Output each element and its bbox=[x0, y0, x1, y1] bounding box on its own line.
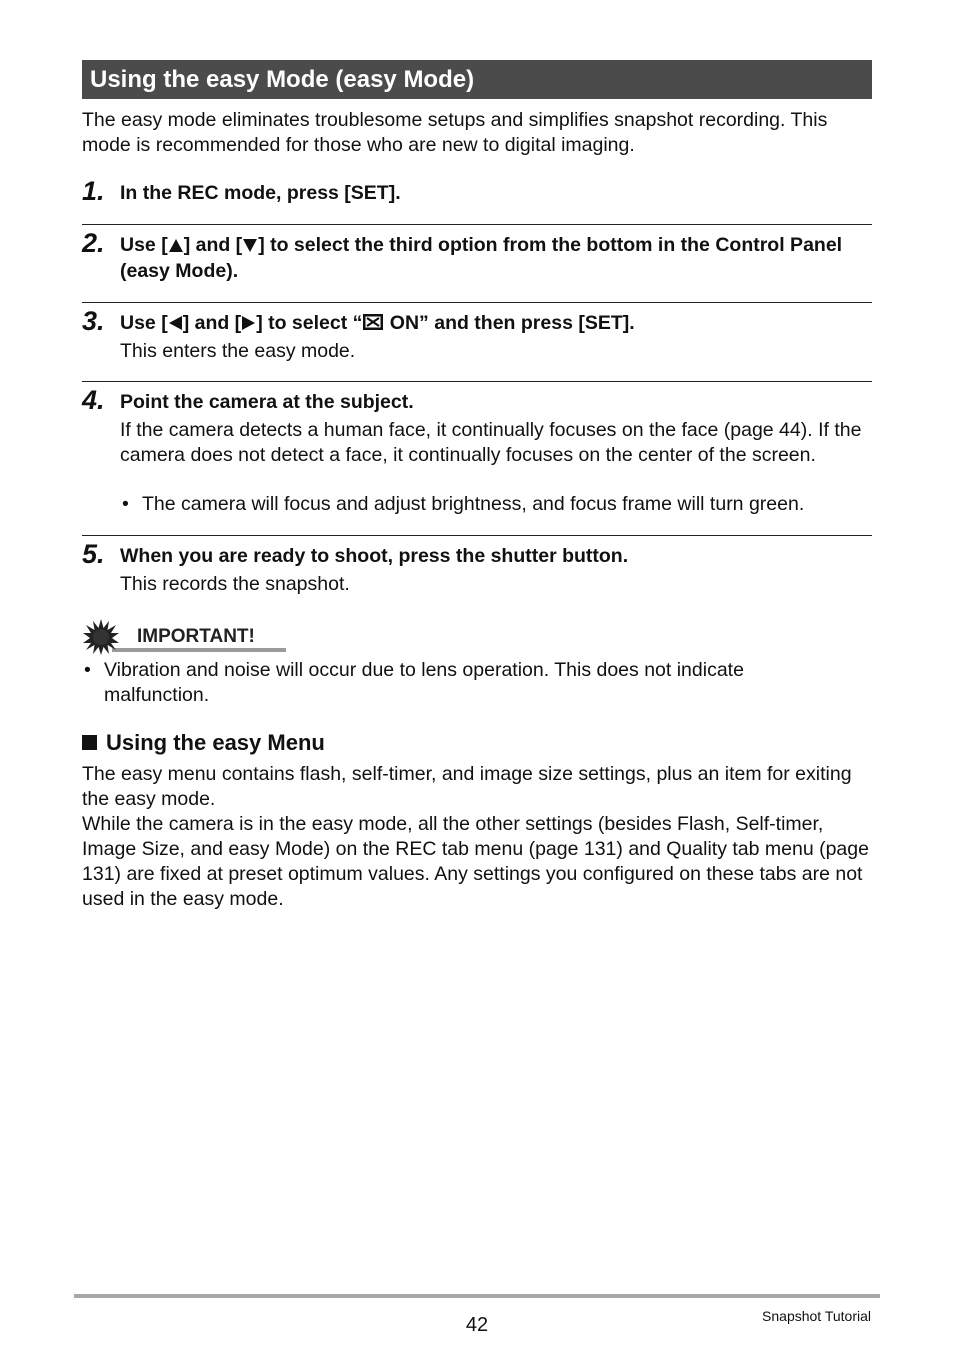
bullet-marker: • bbox=[84, 659, 91, 681]
important-label: IMPORTANT! bbox=[137, 626, 255, 647]
easy-menu-paragraph-1: The easy menu contains flash, self-timer, and image size settings, plus an item for exiting the easy mode. bbox=[82, 763, 852, 810]
step-3-body: This enters the easy mode. bbox=[120, 340, 356, 362]
step-4-body: If the camera detects a human face, it continually focuses on the face (page 44). If the camera does not detect a face, it continually focuses on the center of the screen. bbox=[120, 419, 862, 466]
easy-mode-icon bbox=[362, 313, 384, 331]
important-underline bbox=[112, 648, 286, 652]
page-number: 42 bbox=[465, 1314, 489, 1336]
footer-rule bbox=[74, 1294, 880, 1298]
easy-menu-paragraph-2: While the camera is in the easy mode, all the other settings (besides Flash, Self-timer, Image Size, and easy Mode) on the REC tab menu (page 131) and Quality tab menu (page 131) are fixed at preset optimum values. Any settings you configured on these tabs are not used in the easy mode. bbox=[82, 813, 869, 910]
step-3-number: 3. bbox=[82, 306, 105, 336]
step-4-number: 4. bbox=[82, 385, 105, 415]
step-1-title: In the REC mode, press [SET]. bbox=[120, 182, 401, 204]
down-triangle-icon bbox=[242, 238, 258, 253]
step-4-title: Point the camera at the subject. bbox=[120, 391, 414, 413]
step-1-number: 1. bbox=[82, 176, 105, 206]
up-triangle-icon bbox=[168, 238, 184, 253]
step-2-number: 2. bbox=[82, 228, 105, 258]
step-divider bbox=[82, 224, 872, 225]
step-divider bbox=[82, 302, 872, 303]
right-triangle-icon bbox=[241, 315, 256, 331]
step-5-title: When you are ready to shoot, press the shutter button. bbox=[120, 545, 629, 567]
section-title: Using the easy Mode (easy Mode) bbox=[82, 60, 872, 99]
easy-menu-heading: Using the easy Menu bbox=[82, 730, 325, 756]
starburst-icon bbox=[82, 618, 120, 656]
step-divider bbox=[82, 535, 872, 536]
footer-label: Snapshot Tutorial bbox=[762, 1308, 871, 1324]
intro-paragraph: The easy mode eliminates troublesome setups and simplifies snapshot recording. This mode is recommended for those who are new to digital imaging. bbox=[82, 109, 828, 156]
step-5-body: This records the snapshot. bbox=[120, 573, 350, 595]
important-callout bbox=[82, 618, 286, 656]
step-5-number: 5. bbox=[82, 539, 105, 569]
bullet-marker: • bbox=[122, 493, 129, 515]
step-3-title: Use [ ] and [ ] to select “ ON” and then press [SET]. bbox=[120, 312, 635, 334]
square-bullet-icon bbox=[82, 735, 97, 750]
step-2-title: Use [ ] and [ ] to select the third option from the bottom in the Control Panel (easy Mode). bbox=[120, 234, 843, 282]
step-4-bullet: The camera will focus and adjust brightness, and focus frame will turn green. bbox=[142, 493, 805, 515]
important-bullet: Vibration and noise will occur due to lens operation. This does not indicate malfunction. bbox=[104, 659, 744, 706]
step-divider bbox=[82, 381, 872, 382]
left-triangle-icon bbox=[168, 315, 183, 331]
